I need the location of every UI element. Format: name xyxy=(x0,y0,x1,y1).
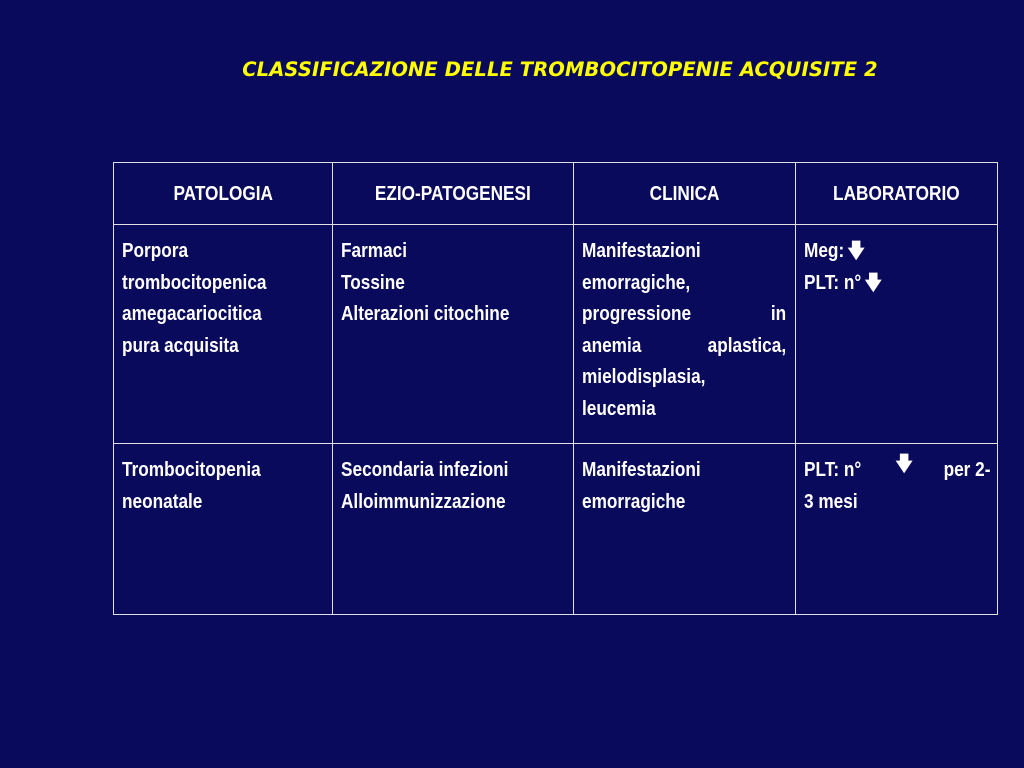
cell-line: Porpora xyxy=(122,239,189,262)
cell-line: Meg: 🡇 xyxy=(804,239,865,262)
cell-line: Trombocitopenia xyxy=(122,458,261,481)
cell-line: Alterazioni citochine xyxy=(341,302,510,325)
cell-line: 3 mesi xyxy=(804,489,858,513)
cell-line: leucemia xyxy=(582,396,656,420)
header-clinica: CLINICA xyxy=(574,163,796,225)
cell-line: trombocitopenica xyxy=(122,270,267,294)
header-patologia: PATOLOGIA xyxy=(114,163,333,225)
slide-title: CLASSIFICAZIONE DELLE TROMBOCITOPENIE ACQUISITE 2 xyxy=(242,58,878,81)
cell-patologia xyxy=(114,225,333,444)
cell-line: Secondaria infezioni xyxy=(341,458,509,481)
cell-laboratorio xyxy=(796,444,998,615)
cell-line: Alloimmunizzazione xyxy=(341,489,506,513)
cell-line: Manifestazioni xyxy=(582,239,701,262)
cell-line: emorragiche, xyxy=(582,270,691,294)
cell-clinica xyxy=(574,225,796,444)
classification-table xyxy=(113,162,998,615)
cell-line: PLT: n° 🡇 per 2- xyxy=(804,454,990,486)
table-row xyxy=(114,225,998,444)
cell-line: amegacariocitica xyxy=(122,302,262,325)
cell-clinica xyxy=(574,444,796,615)
table-header-row xyxy=(114,163,998,225)
header-laboratorio: LABORATORIO xyxy=(796,163,998,225)
down-arrow-icon: 🡇 xyxy=(864,271,882,294)
cell-laboratorio xyxy=(796,225,998,444)
table-row xyxy=(114,444,998,615)
cell-eziopatogenesi xyxy=(333,225,574,444)
cell-line: Tossine xyxy=(341,270,405,294)
cell-line: emorragiche xyxy=(582,489,686,513)
cell-line: anemia aplastica, xyxy=(582,333,787,357)
cell-line: Manifestazioni xyxy=(582,458,701,481)
cell-line: PLT: n° 🡇 xyxy=(804,270,882,294)
cell-line: Farmaci xyxy=(341,239,408,262)
cell-line: progressione in xyxy=(582,302,787,325)
cell-line: pura acquisita xyxy=(122,333,239,357)
cell-eziopatogenesi xyxy=(333,444,574,615)
down-arrow-icon: 🡇 xyxy=(895,453,913,475)
cell-line: mielodisplasia, xyxy=(582,365,706,388)
cell-line: neonatale xyxy=(122,489,203,513)
header-eziopatogenesi: EZIO-PATOGENESI xyxy=(333,163,574,225)
cell-patologia xyxy=(114,444,333,615)
down-arrow-icon: 🡇 xyxy=(847,240,865,262)
